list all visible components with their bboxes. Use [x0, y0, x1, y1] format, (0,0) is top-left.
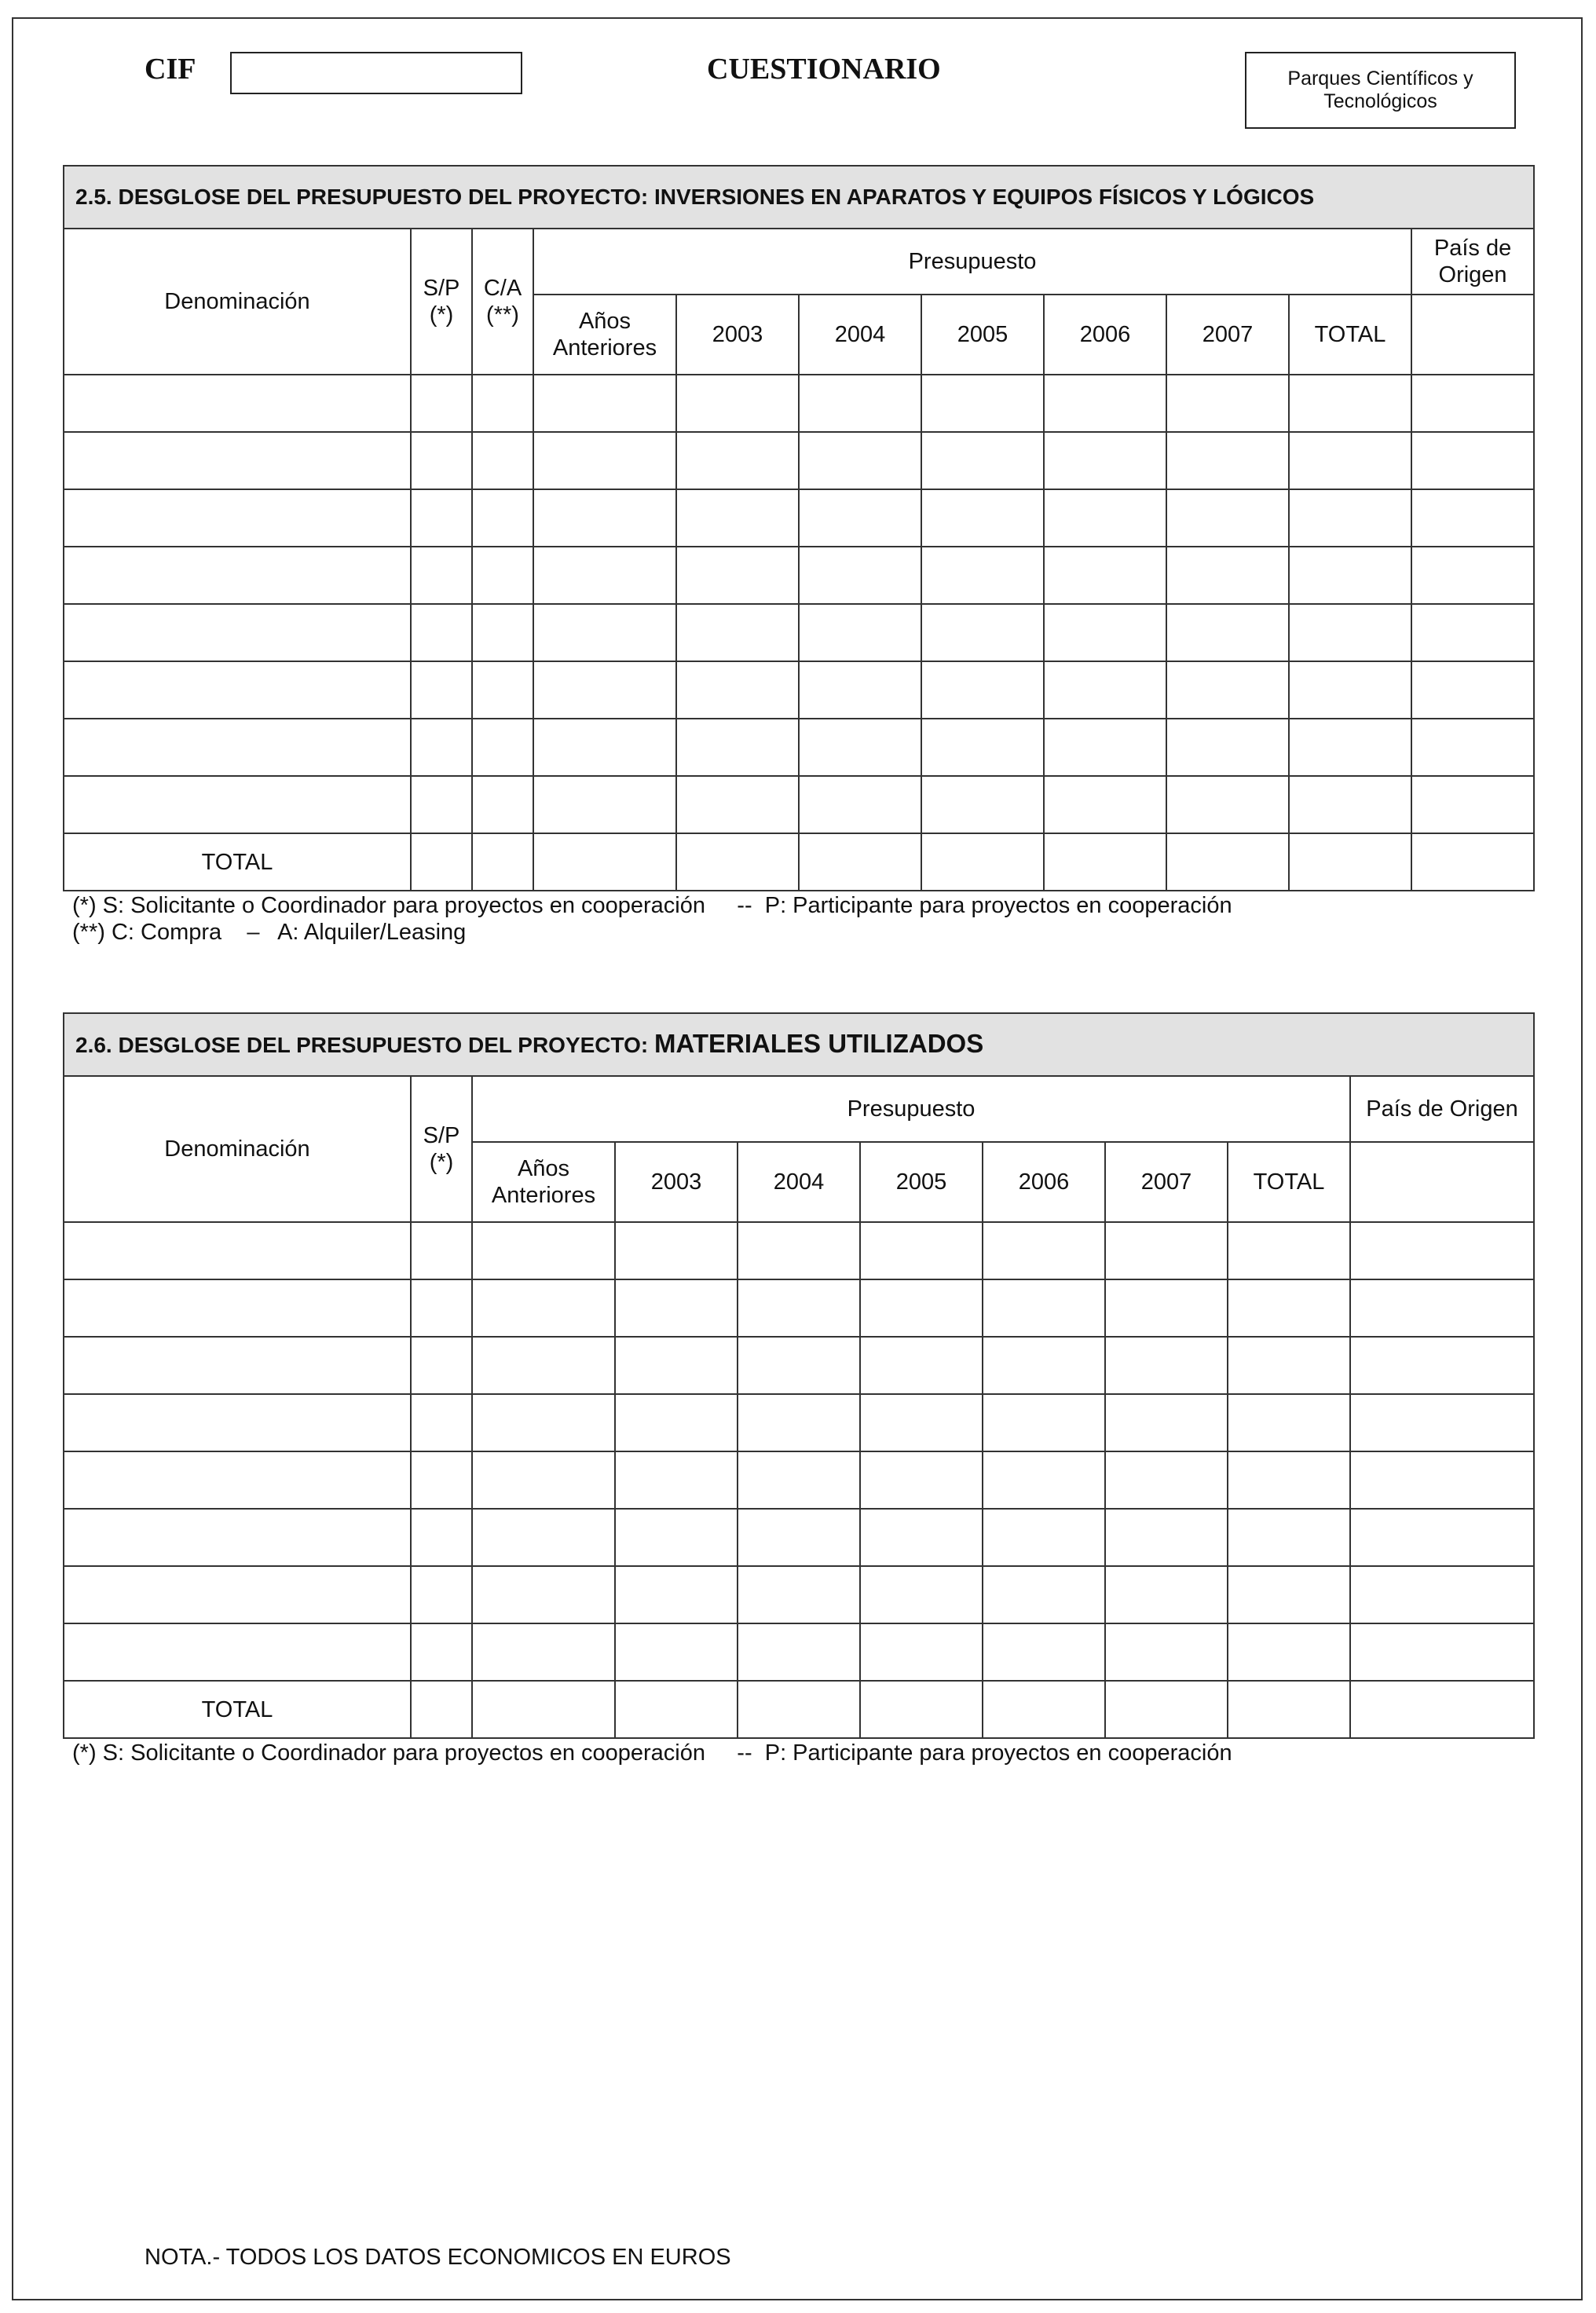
input-cell[interactable] — [983, 1566, 1105, 1623]
total-label: TOTAL — [64, 833, 411, 891]
input-cell[interactable] — [472, 833, 533, 891]
input-cell[interactable] — [921, 547, 1044, 604]
input-cell[interactable] — [1228, 1394, 1350, 1451]
input-cell[interactable] — [1289, 604, 1411, 661]
col-header-2005: 2005 — [921, 295, 1044, 375]
input-cell[interactable] — [1350, 1509, 1534, 1566]
input-cell[interactable] — [1166, 719, 1289, 776]
col-header-pais-origen: País de Origen — [1411, 229, 1534, 295]
total-row — [64, 833, 1534, 891]
input-cell[interactable] — [1044, 833, 1166, 891]
input-cell[interactable] — [64, 547, 411, 604]
table-row — [64, 1279, 1534, 1337]
input-cell[interactable] — [1350, 1566, 1534, 1623]
table-row — [64, 1337, 1534, 1394]
input-cell[interactable] — [64, 661, 411, 719]
input-cell[interactable] — [1289, 375, 1411, 432]
input-cell[interactable] — [799, 833, 921, 891]
input-cell[interactable] — [1411, 719, 1534, 776]
input-cell[interactable] — [472, 719, 533, 776]
table-row — [64, 489, 1534, 547]
input-cell[interactable] — [472, 1222, 615, 1279]
col-header-presupuesto: Presupuesto — [472, 1076, 1350, 1142]
input-cell[interactable] — [1228, 1451, 1350, 1509]
input-cell[interactable] — [411, 1566, 472, 1623]
cif-input-box[interactable] — [230, 52, 522, 94]
section-2-6-title-suffix: MATERIALES UTILIZADOS — [654, 1029, 984, 1058]
input-cell[interactable] — [921, 661, 1044, 719]
input-cell[interactable] — [411, 1394, 472, 1451]
input-cell[interactable] — [533, 432, 676, 489]
input-cell[interactable] — [1228, 1509, 1350, 1566]
col-header-ca: C/A (**) — [472, 229, 533, 375]
input-cell[interactable] — [676, 375, 799, 432]
input-cell[interactable] — [1166, 375, 1289, 432]
input-cell[interactable] — [860, 1279, 983, 1337]
col-header-2003: 2003 — [615, 1142, 738, 1222]
col-header-2006: 2006 — [1044, 295, 1166, 375]
input-cell[interactable] — [615, 1222, 738, 1279]
input-cell[interactable] — [1105, 1681, 1228, 1738]
input-cell[interactable] — [1350, 1623, 1534, 1681]
input-cell[interactable] — [676, 661, 799, 719]
input-cell[interactable] — [738, 1451, 860, 1509]
input-cell[interactable] — [411, 833, 472, 891]
input-cell[interactable] — [1228, 1279, 1350, 1337]
input-cell[interactable] — [983, 1279, 1105, 1337]
input-cell[interactable] — [411, 776, 472, 833]
input-cell[interactable] — [533, 776, 676, 833]
input-cell[interactable] — [676, 604, 799, 661]
input-cell[interactable] — [860, 1509, 983, 1566]
table-row — [64, 432, 1534, 489]
input-cell[interactable] — [64, 776, 411, 833]
total-row — [64, 1681, 1534, 1738]
table-row — [64, 1623, 1534, 1681]
input-cell[interactable] — [472, 776, 533, 833]
table-row — [64, 661, 1534, 719]
input-cell[interactable] — [676, 833, 799, 891]
input-cell[interactable] — [1105, 1279, 1228, 1337]
input-cell[interactable] — [1411, 375, 1534, 432]
input-cell[interactable] — [533, 375, 676, 432]
input-cell[interactable] — [1044, 604, 1166, 661]
input-cell[interactable] — [411, 1509, 472, 1566]
table-row — [64, 1394, 1534, 1451]
col-header-presupuesto: Presupuesto — [533, 229, 1411, 295]
input-cell[interactable] — [1105, 1623, 1228, 1681]
input-cell[interactable] — [1105, 1451, 1228, 1509]
input-cell[interactable] — [533, 489, 676, 547]
input-cell[interactable] — [615, 1451, 738, 1509]
input-cell[interactable] — [472, 661, 533, 719]
input-cell[interactable] — [1350, 1279, 1534, 1337]
input-cell[interactable] — [738, 1222, 860, 1279]
input-cell[interactable] — [1411, 547, 1534, 604]
input-cell[interactable] — [533, 719, 676, 776]
footnote-sp: (*) S: Solicitante o Coordinador para proyectos en cooperación -- P: Participante para proyectos en cooperación — [72, 893, 1232, 918]
footnote-ca: (**) C: Compra – A: Alquiler/Leasing — [72, 920, 467, 945]
input-cell[interactable] — [1350, 1451, 1534, 1509]
input-cell[interactable] — [983, 1394, 1105, 1451]
input-cell[interactable] — [983, 1222, 1105, 1279]
table-row — [64, 547, 1534, 604]
table-row — [64, 1509, 1534, 1566]
input-cell[interactable] — [860, 1681, 983, 1738]
input-cell[interactable] — [1105, 1222, 1228, 1279]
input-cell[interactable] — [799, 661, 921, 719]
table-row — [64, 375, 1534, 432]
input-cell[interactable] — [738, 1566, 860, 1623]
table-row — [64, 1566, 1534, 1623]
input-cell[interactable] — [64, 432, 411, 489]
input-cell[interactable] — [1289, 547, 1411, 604]
input-cell[interactable] — [1289, 776, 1411, 833]
input-cell[interactable] — [411, 1222, 472, 1279]
section-2-6-title-prefix: 2.6. DESGLOSE DEL PRESUPUESTO DEL PROYECTO: — [75, 1033, 654, 1057]
input-cell[interactable] — [738, 1337, 860, 1394]
input-cell[interactable] — [799, 547, 921, 604]
input-cell[interactable] — [1044, 661, 1166, 719]
input-cell[interactable] — [676, 432, 799, 489]
cif-label: CIF — [145, 53, 196, 86]
input-cell[interactable] — [1166, 547, 1289, 604]
input-cell[interactable] — [1411, 489, 1534, 547]
input-cell[interactable] — [983, 1623, 1105, 1681]
input-cell[interactable] — [799, 604, 921, 661]
input-cell[interactable] — [64, 1623, 411, 1681]
input-cell[interactable] — [1166, 604, 1289, 661]
input-cell[interactable] — [411, 547, 472, 604]
input-cell[interactable] — [472, 1394, 615, 1451]
input-cell[interactable] — [676, 489, 799, 547]
pais-origen-blank — [1411, 295, 1534, 375]
input-cell[interactable] — [411, 604, 472, 661]
input-cell[interactable] — [1166, 833, 1289, 891]
input-cell[interactable] — [533, 833, 676, 891]
col-header-pais-origen: País de Origen — [1350, 1076, 1534, 1142]
input-cell[interactable] — [533, 661, 676, 719]
input-cell[interactable] — [1289, 432, 1411, 489]
input-cell[interactable] — [472, 1337, 615, 1394]
input-cell[interactable] — [64, 1566, 411, 1623]
input-cell[interactable] — [1411, 604, 1534, 661]
input-cell[interactable] — [983, 1337, 1105, 1394]
input-cell[interactable] — [860, 1566, 983, 1623]
col-header-2003: 2003 — [676, 295, 799, 375]
input-cell[interactable] — [676, 776, 799, 833]
input-cell[interactable] — [799, 776, 921, 833]
input-cell[interactable] — [411, 1681, 472, 1738]
input-cell[interactable] — [411, 719, 472, 776]
input-cell[interactable] — [983, 1509, 1105, 1566]
col-header-denominacion: Denominación — [64, 229, 411, 375]
input-cell[interactable] — [411, 1279, 472, 1337]
input-cell[interactable] — [1411, 661, 1534, 719]
input-cell[interactable] — [615, 1623, 738, 1681]
section-2-5-title: 2.5. DESGLOSE DEL PRESUPUESTO DEL PROYECTO: INVERSIONES EN APARATOS Y EQUIPOS FÍSICOS Y LÓGICOS — [64, 166, 1534, 229]
col-header-2005: 2005 — [860, 1142, 983, 1222]
pais-origen-blank — [1350, 1142, 1534, 1222]
input-cell[interactable] — [1166, 489, 1289, 547]
input-cell[interactable] — [411, 489, 472, 547]
input-cell[interactable] — [411, 1623, 472, 1681]
input-cell[interactable] — [615, 1681, 738, 1738]
input-cell[interactable] — [1105, 1394, 1228, 1451]
input-cell[interactable] — [472, 1451, 615, 1509]
table-row — [64, 604, 1534, 661]
input-cell[interactable] — [411, 375, 472, 432]
input-cell[interactable] — [738, 1394, 860, 1451]
program-label: Parques Científicos y Tecnológicos — [1245, 52, 1516, 129]
input-cell[interactable] — [1289, 833, 1411, 891]
input-cell[interactable] — [676, 719, 799, 776]
investment-budget-table — [63, 165, 1535, 891]
input-cell[interactable] — [1228, 1681, 1350, 1738]
total-label: TOTAL — [64, 1681, 411, 1738]
table-row — [64, 1222, 1534, 1279]
table-row — [64, 776, 1534, 833]
input-cell[interactable] — [533, 604, 676, 661]
input-cell[interactable] — [799, 719, 921, 776]
input-cell[interactable] — [921, 489, 1044, 547]
input-cell[interactable] — [921, 604, 1044, 661]
input-cell[interactable] — [1350, 1222, 1534, 1279]
input-cell[interactable] — [860, 1222, 983, 1279]
input-cell[interactable] — [799, 432, 921, 489]
input-cell[interactable] — [472, 432, 533, 489]
input-cell[interactable] — [983, 1681, 1105, 1738]
input-cell[interactable] — [411, 661, 472, 719]
col-header-anos-anteriores: Años Anteriores — [472, 1142, 615, 1222]
input-cell[interactable] — [411, 1337, 472, 1394]
input-cell[interactable] — [64, 375, 411, 432]
input-cell[interactable] — [1105, 1337, 1228, 1394]
input-cell[interactable] — [411, 432, 472, 489]
table-row — [64, 719, 1534, 776]
input-cell[interactable] — [1044, 547, 1166, 604]
table-row — [64, 1451, 1534, 1509]
input-cell[interactable] — [64, 604, 411, 661]
col-header-denominacion: Denominación — [64, 1076, 411, 1222]
input-cell[interactable] — [1350, 1394, 1534, 1451]
input-cell[interactable] — [1289, 489, 1411, 547]
input-cell[interactable] — [615, 1279, 738, 1337]
input-cell[interactable] — [615, 1509, 738, 1566]
input-cell[interactable] — [799, 375, 921, 432]
input-cell[interactable] — [64, 1337, 411, 1394]
col-header-anos-anteriores: Años Anteriores — [533, 295, 676, 375]
col-header-2007: 2007 — [1166, 295, 1289, 375]
input-cell[interactable] — [64, 1509, 411, 1566]
input-cell[interactable] — [738, 1681, 860, 1738]
col-header-2006: 2006 — [983, 1142, 1105, 1222]
input-cell[interactable] — [64, 1279, 411, 1337]
input-cell[interactable] — [615, 1337, 738, 1394]
input-cell[interactable] — [921, 375, 1044, 432]
input-cell[interactable] — [1044, 489, 1166, 547]
input-cell[interactable] — [1044, 719, 1166, 776]
input-cell[interactable] — [860, 1451, 983, 1509]
input-cell[interactable] — [1044, 776, 1166, 833]
input-cell[interactable] — [1166, 776, 1289, 833]
input-cell[interactable] — [472, 1279, 615, 1337]
section-2-6-title — [64, 1013, 1534, 1076]
input-cell[interactable] — [738, 1623, 860, 1681]
input-cell[interactable] — [1044, 432, 1166, 489]
col-header-sp: S/P (*) — [411, 1076, 472, 1222]
input-cell[interactable] — [860, 1337, 983, 1394]
input-cell[interactable] — [64, 719, 411, 776]
input-cell[interactable] — [472, 604, 533, 661]
input-cell[interactable] — [1044, 375, 1166, 432]
form-title: CUESTIONARIO — [707, 53, 941, 86]
input-cell[interactable] — [799, 489, 921, 547]
input-cell[interactable] — [615, 1394, 738, 1451]
input-cell[interactable] — [1350, 1681, 1534, 1738]
input-cell[interactable] — [1105, 1509, 1228, 1566]
input-cell[interactable] — [472, 489, 533, 547]
input-cell[interactable] — [64, 1394, 411, 1451]
col-header-total: TOTAL — [1289, 295, 1411, 375]
input-cell[interactable] — [1350, 1337, 1534, 1394]
input-cell[interactable] — [1166, 432, 1289, 489]
input-cell[interactable] — [411, 1451, 472, 1509]
input-cell[interactable] — [533, 547, 676, 604]
input-cell[interactable] — [615, 1566, 738, 1623]
input-cell[interactable] — [860, 1394, 983, 1451]
input-cell[interactable] — [1105, 1566, 1228, 1623]
input-cell[interactable] — [64, 489, 411, 547]
input-cell[interactable] — [472, 1681, 615, 1738]
input-cell[interactable] — [738, 1279, 860, 1337]
input-cell[interactable] — [1228, 1222, 1350, 1279]
col-header-2007: 2007 — [1105, 1142, 1228, 1222]
input-cell[interactable] — [1228, 1566, 1350, 1623]
input-cell[interactable] — [1166, 661, 1289, 719]
materials-budget-table — [63, 1012, 1535, 1739]
input-cell[interactable] — [1411, 833, 1534, 891]
footer-note: NOTA.- TODOS LOS DATOS ECONOMICOS EN EUROS — [145, 2245, 731, 2270]
input-cell[interactable] — [921, 776, 1044, 833]
input-cell[interactable] — [472, 1566, 615, 1623]
input-cell[interactable] — [64, 1222, 411, 1279]
col-header-2004: 2004 — [799, 295, 921, 375]
input-cell[interactable] — [921, 432, 1044, 489]
input-cell[interactable] — [921, 719, 1044, 776]
col-header-2004: 2004 — [738, 1142, 860, 1222]
input-cell[interactable] — [676, 547, 799, 604]
input-cell[interactable] — [983, 1451, 1105, 1509]
input-cell[interactable] — [1289, 719, 1411, 776]
col-header-sp: S/P (*) — [411, 229, 472, 375]
input-cell[interactable] — [1228, 1623, 1350, 1681]
input-cell[interactable] — [472, 1623, 615, 1681]
input-cell[interactable] — [64, 1451, 411, 1509]
input-cell[interactable] — [738, 1509, 860, 1566]
col-header-total: TOTAL — [1228, 1142, 1350, 1222]
input-cell[interactable] — [921, 833, 1044, 891]
input-cell[interactable] — [1289, 661, 1411, 719]
input-cell[interactable] — [1228, 1337, 1350, 1394]
input-cell[interactable] — [472, 547, 533, 604]
input-cell[interactable] — [472, 1509, 615, 1566]
input-cell[interactable] — [1411, 776, 1534, 833]
input-cell[interactable] — [1411, 432, 1534, 489]
input-cell[interactable] — [472, 375, 533, 432]
input-cell[interactable] — [860, 1623, 983, 1681]
footnote-sp-2: (*) S: Solicitante o Coordinador para proyectos en cooperación -- P: Participante para proyectos en cooperación — [72, 1740, 1232, 1766]
